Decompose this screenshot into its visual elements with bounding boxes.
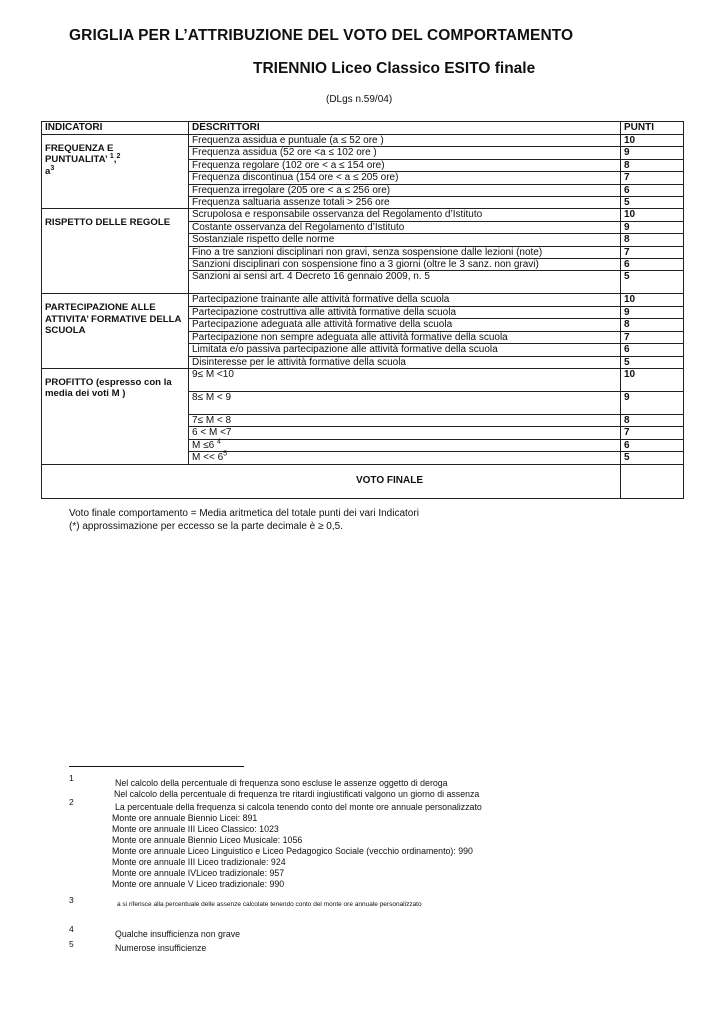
descriptor-cell: 7≤ M < 8 <box>189 414 621 426</box>
final-vote-label: VOTO FINALE <box>42 464 621 498</box>
points-cell: 7 <box>621 172 684 184</box>
points-cell: 9 <box>621 306 684 318</box>
final-vote-value <box>621 464 684 498</box>
footnote-text: Numerose insufficienze <box>115 943 207 953</box>
indicator-frequenza <box>42 135 189 209</box>
points-cell: 6 <box>621 439 684 451</box>
points-cell: 6 <box>621 344 684 356</box>
behavior-grid-table <box>41 121 684 499</box>
points-cell: 5 <box>621 271 684 294</box>
indicator-profitto: PROFITTO (espresso con la media dei voti M ) <box>42 368 189 464</box>
descriptor-cell: Fino a tre sanzioni disciplinari non gravi, senza sospensione dalle lezioni (note) <box>189 246 621 258</box>
footnote-text: La percentuale della frequenza si calcola tenendo conto del monte ore annuale personalizzato <box>115 802 482 812</box>
footnote-text: Nel calcolo della percentuale di frequenza tre ritardi ingiustificati valgono un giorno di assenza <box>114 789 480 799</box>
footnote-number: 3 <box>69 895 74 905</box>
indicator-label: PUNTUALITA’ <box>45 154 110 166</box>
footnote-ref: 1 <box>109 153 114 161</box>
page-title: GRIGLIA PER L’ATTRIBUZIONE DEL VOTO DEL COMPORTAMENTO <box>69 27 574 44</box>
points-cell: 7 <box>621 331 684 343</box>
header-descrittori: DESCRITTORI <box>189 122 621 135</box>
points-cell: 5 <box>621 197 684 209</box>
points-cell: 9 <box>621 147 684 159</box>
final-vote-row <box>42 464 684 498</box>
footnote-ref: 2 <box>116 153 121 161</box>
points-cell: 5 <box>621 452 684 464</box>
table-row <box>42 135 684 147</box>
descriptor-cell: Partecipazione costruttiva alle attività formative della scuola <box>189 306 621 318</box>
descriptor-cell: Disinteresse per le attività formative della scuola <box>189 356 621 368</box>
notes <box>69 507 419 533</box>
indicator-partecipazione: PARTECIPAZIONE ALLE ATTIVITA’ FORMATIVE DELLA SCUOLA <box>42 294 189 368</box>
footnote-text: a si riferisce alla percentuale delle assenze calcolate tenendo conto del monte ore annuale personalizzato <box>117 901 422 908</box>
list-item: Monte ore annuale III Liceo Classico: 1023 <box>112 824 279 834</box>
footnote-ref: 4 <box>216 438 221 446</box>
descriptor-cell: Frequenza assidua (52 ore <a ≤ 102 ore ) <box>189 147 621 159</box>
footnote-number: 5 <box>69 939 74 949</box>
points-cell: 7 <box>621 427 684 439</box>
descriptor-cell: 9≤ M <10 <box>189 368 621 391</box>
list-item: Monte ore annuale III Liceo tradizionale: 924 <box>112 857 286 867</box>
footnote-text: Nel calcolo della percentuale di frequenza sono escluse le assenze oggetto di deroga <box>115 778 448 788</box>
points-cell: 7 <box>621 246 684 258</box>
page-subtitle: TRIENNIO Liceo Classico ESITO finale <box>253 60 536 77</box>
descriptor-cell <box>189 452 621 464</box>
footnote-text: Qualche insufficienza non grave <box>115 929 241 939</box>
footnote-number: 4 <box>69 924 74 934</box>
header-punti: PUNTI <box>621 122 684 135</box>
points-cell: 8 <box>621 234 684 246</box>
descriptor-cell: Sanzioni ai sensi art. 4 Decreto 16 gennaio 2009, n. 5 <box>189 271 621 294</box>
descriptor-cell: Scrupolosa e responsabile osservanza del Regolamento d’Istituto <box>189 209 621 221</box>
table-row <box>42 294 684 306</box>
descriptor-cell: Frequenza regolare (102 ore < a ≤ 154 ore) <box>189 159 621 171</box>
footnote-ref: 3 <box>50 164 55 172</box>
descriptor-text: M ≤6 <box>192 439 217 451</box>
points-cell: 10 <box>621 294 684 306</box>
points-cell: 8 <box>621 414 684 426</box>
descriptor-cell: Frequenza saltuaria assenze totali > 256 ore <box>189 197 621 209</box>
points-cell: 10 <box>621 209 684 221</box>
descriptor-cell: Partecipazione adeguata alle attività formative della scuola <box>189 319 621 331</box>
table-row <box>42 368 684 391</box>
descriptor-text: M << 6 <box>192 452 224 464</box>
list-item: Monte ore annuale Liceo Linguistico e Liceo Pedagogico Sociale (vecchio ordinamento): 990 <box>112 846 473 856</box>
footnote-separator <box>69 766 244 767</box>
list-item: Monte ore annuale Biennio Liceo Musicale: 1056 <box>112 835 303 845</box>
table-row <box>42 209 684 221</box>
points-cell: 10 <box>621 135 684 147</box>
points-cell: 8 <box>621 319 684 331</box>
descriptor-cell: Limitata e/o passiva partecipazione alle attività formative della scuola <box>189 344 621 356</box>
footnote-number: 1 <box>69 773 74 783</box>
descriptor-cell: Partecipazione trainante alle attività formative della scuola <box>189 294 621 306</box>
monte-ore-list <box>112 813 473 890</box>
indicator-label: a <box>45 165 51 177</box>
points-cell: 6 <box>621 259 684 271</box>
points-cell: 9 <box>621 391 684 414</box>
table-header-row <box>42 122 684 135</box>
points-cell: 10 <box>621 368 684 391</box>
separator: , <box>113 154 117 166</box>
note-line: (*) approssimazione per eccesso se la parte decimale è ≥ 0,5. <box>69 521 343 532</box>
descriptor-cell: Frequenza assidua e puntuale (a ≤ 52 ore ) <box>189 135 621 147</box>
descriptor-cell: Sostanziale rispetto delle norme <box>189 234 621 246</box>
list-item: Monte ore annuale IVLiceo tradizionale: 957 <box>112 868 285 878</box>
descriptor-cell: Partecipazione non sempre adeguata alle attività formative della scuola <box>189 331 621 343</box>
points-cell: 5 <box>621 356 684 368</box>
descriptor-cell: Frequenza discontinua (154 ore < a ≤ 205 ore) <box>189 172 621 184</box>
note-line: Voto finale comportamento = Media aritmetica del totale punti dei vari Indicatori <box>69 508 419 519</box>
indicator-label: FREQUENZA E <box>45 143 114 154</box>
descriptor-cell: 8≤ M < 9 <box>189 391 621 414</box>
law-reference: (DLgs n.59/04) <box>326 94 393 105</box>
points-cell: 9 <box>621 221 684 233</box>
descriptor-cell: Costante osservanza del Regolamento d’Istituto <box>189 221 621 233</box>
descriptor-cell: Sanzioni disciplinari con sospensione fino a 3 giorni (oltre le 3 sanz. non gravi) <box>189 259 621 271</box>
header-indicatori: INDICATORI <box>42 122 189 135</box>
indicator-rispetto-regole: RISPETTO DELLE REGOLE <box>42 209 189 294</box>
points-cell: 8 <box>621 159 684 171</box>
list-item: Monte ore annuale V Liceo tradizionale: 990 <box>112 879 285 889</box>
points-cell: 6 <box>621 184 684 196</box>
descriptor-cell <box>189 439 621 451</box>
footnote-number: 2 <box>69 797 74 807</box>
descriptor-cell: 6 < M <7 <box>189 427 621 439</box>
footnote-ref: 5 <box>223 450 228 458</box>
descriptor-cell: Frequenza irregolare (205 ore < a ≤ 256 ore) <box>189 184 621 196</box>
list-item: Monte ore annuale Biennio Licei: 891 <box>112 813 258 823</box>
